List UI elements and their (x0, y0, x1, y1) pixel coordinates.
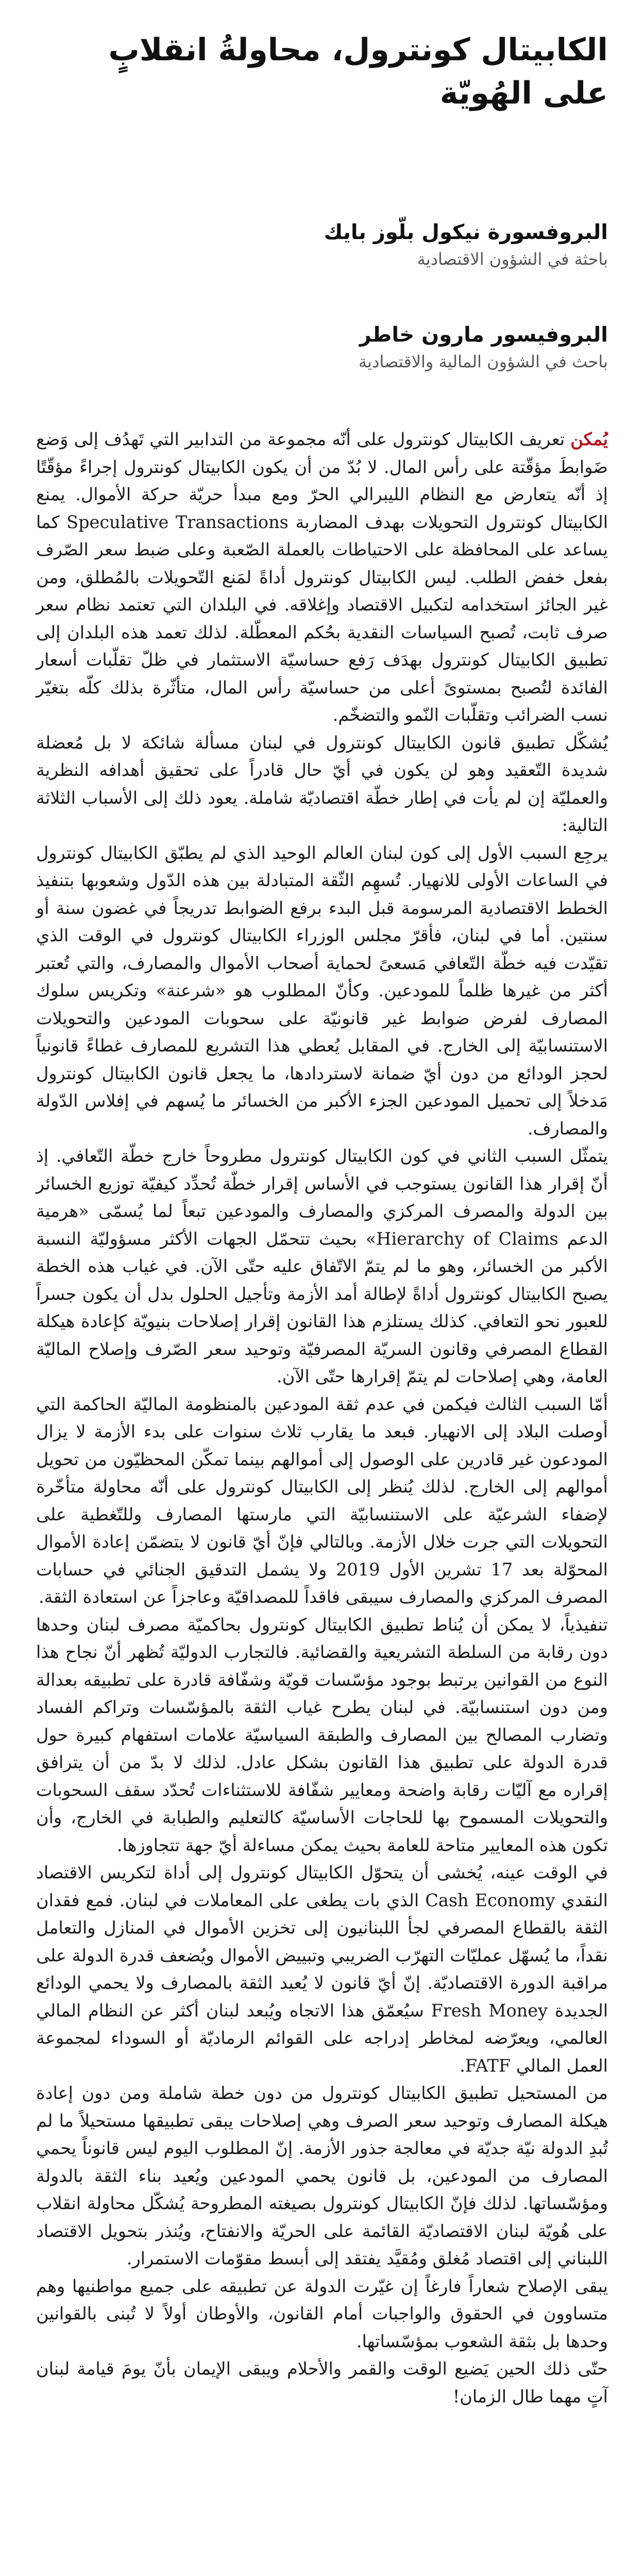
article-paragraph: حتّى ذلك الحين يَضيع الوقت والقمر والأحلام ويبقى الإيمان بأنّ يومَ قيامة لبنان آتٍ مهما طال الزمان! (36, 2359, 608, 2406)
article-paragraph: يرجِع السبب الأول إلى كون لبنان العالم الوحيد الذي لم يطبّق الكابيتال كونترول في الساعات الأولى للانهيار. تُسهِم الثّقة المتبادلة بين هذه الدّول وشعوبها بتنفيذ الخطط الاقتصادية المرسومة قبل البدء برفع الضوابط تدريجاً في غضون سنة أو سنتين. أما في لبنان، فأقرّ مجلس الوزراء الكابيتال كونترول في الوقت الذي تقيّدت فيه خطّة التّعافي مَسعىً لحماية أصحاب الأموال والمصارف، والتي تُعتبر أكثر من غيرها ظلماً للمودعين. وكأنّ المطلوب هو «شرعنة» وتكريس سلوك المصارف لفرض ضوابط غير قانونيّة على سحوبات المودعين والتحويلات الاستنسابيّة إلى الخارج. في المقابل يُعطي هذا التشريع للمصارف غطاءً قانونياً لحجز الودائع من دون أيّ ضمانة لاستردادها، ما يجعل قانون الكابيتال كونترول مَدخلاً إلى تحميل المودعين الجزء الأكبر من الخسائر ما يُسهم في إفلاس الدّولة والمصارف. (36, 842, 608, 1139)
article-paragraph (36, 426, 608, 729)
article-paragraph: تنفيذياً، لا يمكن أن يُناط تطبيق الكابيتال كونترول بحاكميّة مصرف لبنان وحدها دون رقابة من السلطة التشريعية والقضائية. فالتجارب الدوليّة تُظهر أنّ نجاح هذا النوع من القوانين يرتبط بوجود مؤسّسات قويّة وشفّافة قادرة على تطبيقه بعدالة ومن دون استنسابيّة. في لبنان يطرح غياب الثقة بالمؤسّسات وتراكم الفساد وتضارب المصالح بين المصارف والطبقة السياسيّة علامات استفهام كبيرة حول قدرة الدولة على تطبيق هذا القانون بشكل عادل. لذلك لا بدّ من أن يترافق إقراره مع آليّات رقابة واضحة ومعايير شفّافة للاستثناءات تُحدّد سقف السحوبات والتحويلات المسموح بها للحاجات الأساسيّة كالتعليم والطبابة في الخارج، وأن تكون هذه المعايير متاحة للعامة بحيث يمكن مساءلة أيّ جهة تتجاوزها. (36, 1614, 608, 1855)
author-name: البروفسورة نيكول بلّوز بايك (324, 221, 608, 244)
author-block-2 (36, 320, 608, 374)
article-paragraph: من المستحيل تطبيق الكابيتال كونترول من دون خطة شاملة ومن دون إعادة هيكلة المصارف وتوحيد سعر الصرف وهي إصلاحات يبقى تطبيقها مستحيلاً ما لم تُبدِ الدولة نيّة جديّة في معالجة جذور الأزمة. إنّ المطلوب اليوم ليس قانوناً يحمي المصارف من المودعين، بل قانون يحمي المودعين ويُعيد بناء الثقة بالدولة ومؤسّساتها. لذلك فإنّ الكابيتال كونترول بصيغته المطروحة يُشكّل محاولة انقلاب على هُويّة لبنان الاقتصاديّة القائمة على الحريّة والانفتاح، ويُنذر بتحويل الاقتصاد اللبناني إلى اقتصاد مُغلق ومُقيَّد يفتقد إلى أبسط مقوّمات الاستمرار. (36, 2083, 608, 2268)
paragraph-text: تعريف الكابيتال كونترول على أنّه مجموعة من التدابير التي تَهدُف إلى وَضع ضَوابطَ مؤقّتة على رأس المال. لا بُدّ من أن يكون الكابيتال كونترول إجراءً مؤقّتًا إذ أنّه يتعارض مع النظام الليبرالي الحرّ ومع مبدأ حريّة حركة الأموال. يمنع الكابيتال كونترول التحويلات بهدف المضاربة Speculative Transactions كما يساعد على المحافظة على الاحتياطات بالعملة الصّعبة وعلى ضبط سعر الصّرف بفعل خفض الطلب. ليس الكابيتال كونترول أداةً لمَنع التّحويلات بالمُطلق، ومن غير الجائز استخدامه لتكبيل الاقتصاد وإغلاقه. في البلدان التي تعتمد نظام سعر صرف ثابت، تُصبح السياسات النقدية بحُكم المعطّلة. لذلك تعمد هذه البلدان إلى تطبيق الكابيتال كونترول بهدَف رَفع حساسيّة الاستثمار في ظلّ تقلّبات أسعار الفائدة لتُصبح بمستوىً أعلى من حساسيّة رأس المال، متأثّرة بذلك كلّه بتغيّر نسب الضرائب وتقلّبات النّمو والتضخّم. (36, 429, 608, 725)
article-paragraph: أمّا السبب الثالث فيكمن في عدم ثقة المودعين بالمنظومة الماليّة الحاكمة التي أوصلت البلاد إلى الانهيار. فبعد ما يقارب ثلاث سنوات على بدء الأزمة لا يزال المودعون غير قادرين على الوصول إلى أموالهم بينما تمكّن المحظيّون من تحويل أموالهم إلى الخارج. لذلك يُنظر إلى الكابيتال كونترول على أنّه محاولة متأخّرة لإضفاء الشرعيّة على الاستنسابيّة التي مارستها المصارف وللتّغطية على التحويلات التي جرت خلال الأزمة. وبالتالي فإنّ أيّ قانون لا يتضمّن إعادة الأموال المحوّلة بعد 17 تشرين الأول 2019 ولا يشمل التدقيق الجنائي في حسابات المصرف المركزي والمصارف سيبقى فاقداً للمصداقيّة وعاجزاً عن استعادة الثقة. (36, 1394, 608, 1607)
article-paragraph: يتمثّل السبب الثاني في كون الكابيتال كونترول مطروحاً خارج خطّة التّعافي. إذ أنّ إقرار هذا القانون يستوجب في الأساس إقرار خطّة تُحدِّد كيفيّة توزيع الخسائر بين الدولة والمصرف المركزي والمصارف والمودعين تبعاً لما يُسمّى «هرمية الدعم Hierarchy of Claims» بحيث تتحمّل الجهات الأكثر مسؤوليّة النسبة الأكبر من الخسائر، وهو ما لم يتمّ الاتّفاق عليه حتّى الآن. في غياب هذه الخطة يصبح الكابيتال كونترول أداةً لإطالة أمد الأزمة وتأجيل الحلول بدل أن يكون جسراً للعبور نحو التعافي. كذلك يستلزم هذا القانون إقرار إصلاحات بنيويّة كإعادة هيكلة القطاع المصرفي وقانون السريّة المصرفيّة وتوحيد سعر الصّرف وإصلاح الماليّة العامة، وهي إصلاحات لم يتمّ إقرارها حتّى الآن. (36, 1146, 608, 1386)
author-name: البروفيسور مارون خاطر (359, 323, 608, 347)
article-paragraph: يبقى الإصلاح شعاراً فارغاً إن غيّرت الدولة عن تطبيقه على جميع مواطنيها وهم متساوون في الحقوق والواجبات أمام القانون، والأوطان أولاً لا تُبنى بالقوانين وحدها بل بثقة الشعوب بمؤسّساتها. (36, 2276, 608, 2351)
lead-word: يُمكن (570, 429, 608, 449)
author-role: باحثة في الشؤون الاقتصادية (417, 249, 608, 269)
author-role: باحث في الشؤون المالية والاقتصادية (359, 352, 608, 371)
article-body (36, 426, 608, 2410)
article-headline: الكابيتال كونترول، محاولةُ انقلابٍ على الهُويّة (108, 32, 608, 111)
article-paragraph: في الوقت عينه، يُخشى أن يتحوّل الكابيتال كونترول إلى أداة لتكريس الاقتصاد النقدي Cash Economy الذي بات يطغى على المعاملات في لبنان. فمع فقدان الثقة بالقطاع المصرفي لجأ اللبنانيون إلى تخزين الأموال في المنازل والتعامل نقداً، ما يُسهّل عمليّات التهرّب الضريبي وتبييض الأموال ويُضعف قدرة الدولة على مراقبة الدورة الاقتصاديّة. إنّ أيّ قانون لا يُعيد الثقة بالمصارف ولا يحمي الودائع الجديدة Fresh Money سيُعمّق هذا الاتجاه ويُبعد لبنان أكثر عن النظام المالي العالمي، ويعرّضه لمخاطر إدراجه على القوائم الرماديّة أو السوداء لمجموعة العمل المالي FATF. (36, 1862, 608, 2076)
author-block-1 (36, 218, 608, 272)
article-paragraph: يُشكّل تطبيق قانون الكابيتال كونترول في لبنان مسألة شائكة لا بل مُعضلة شديدة التّعقيد وهو لن يكون في أيّ حال قادراً على تحقيق أهدافه النظرية والعمليّة إن لم يأت في إطار خطّة اقتصاديّة شاملة. يعود ذلك إلى الأسباب الثلاثة التالية: (36, 732, 608, 835)
